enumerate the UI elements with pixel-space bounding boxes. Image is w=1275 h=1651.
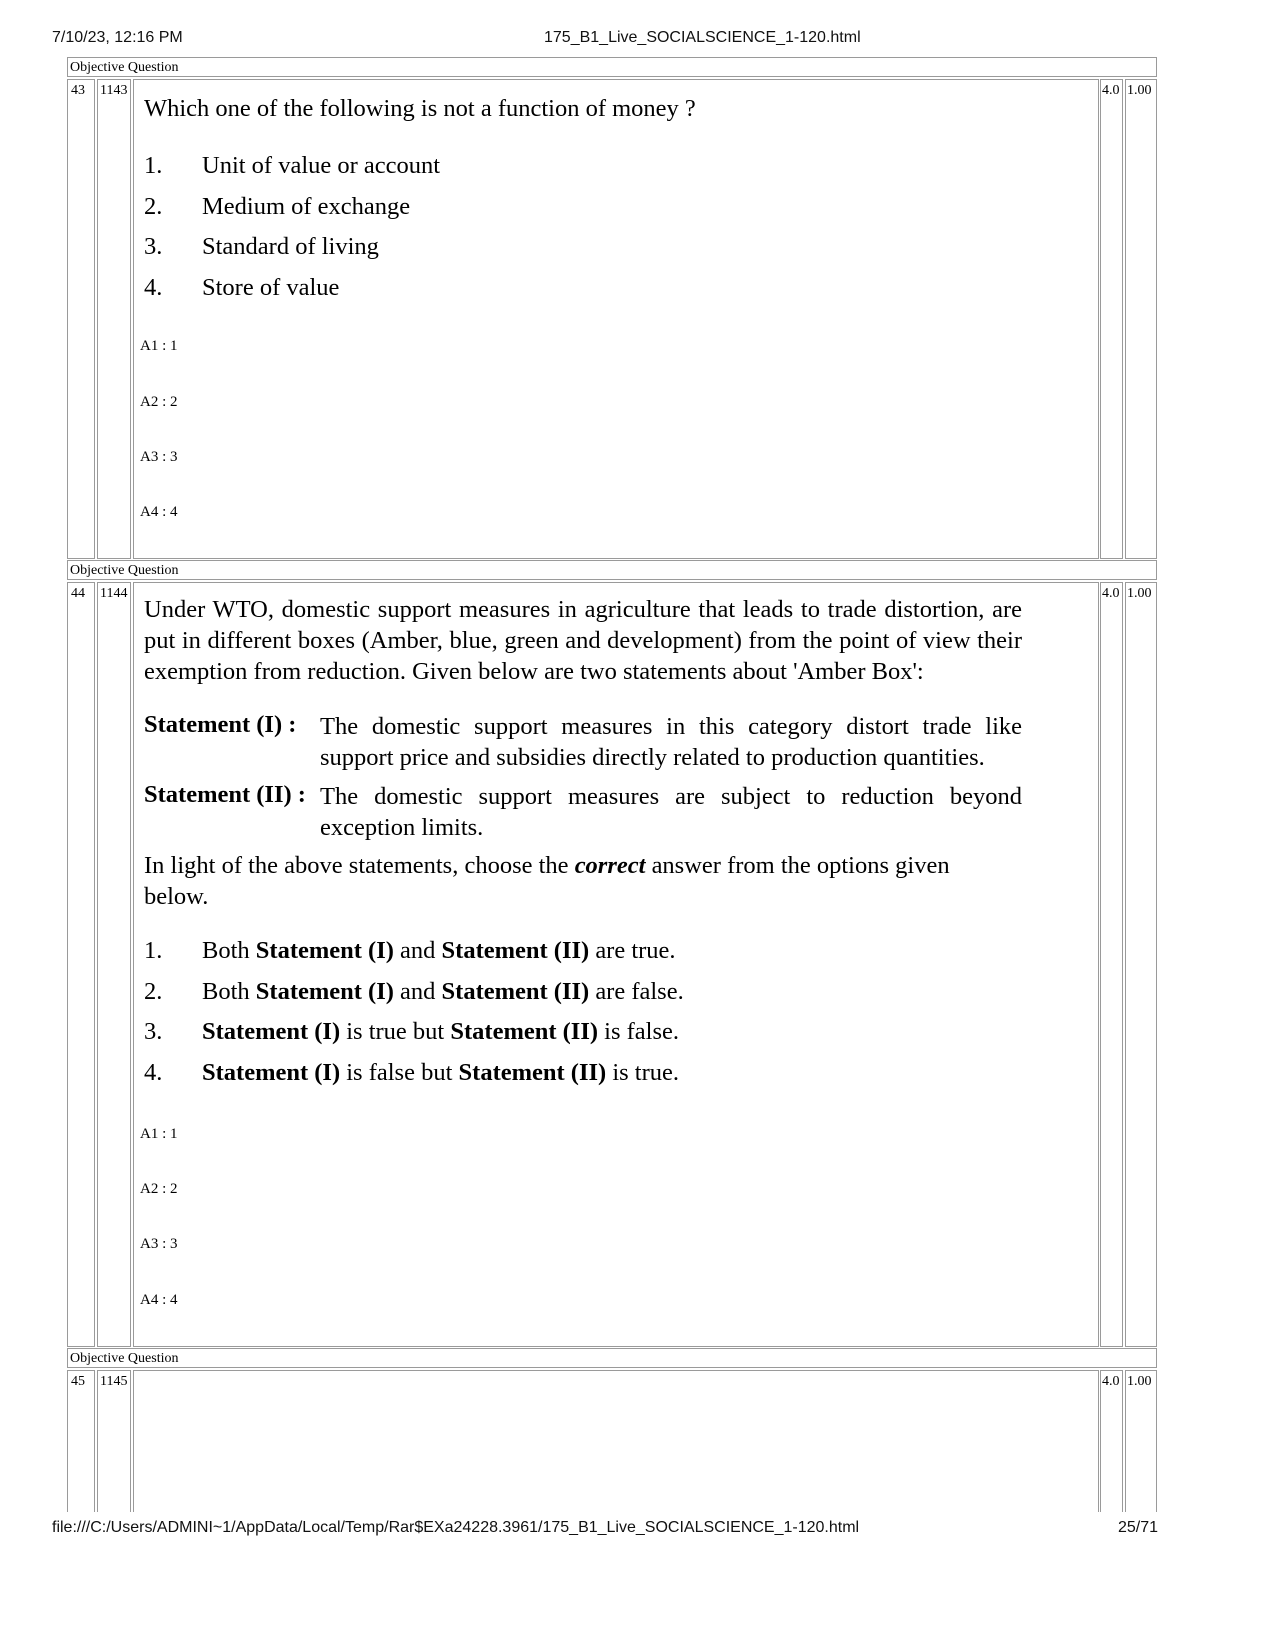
- question-number-cell: [67, 582, 95, 1347]
- answer-key: A2 : 2: [140, 394, 178, 410]
- negative-marks-value: 1.00: [1127, 586, 1152, 601]
- marks-value: 4.0: [1102, 83, 1120, 98]
- answer-key: A1 : 1: [140, 338, 178, 354]
- print-datetime: 7/10/23, 12:16 PM: [52, 29, 183, 46]
- answer-key: A4 : 4: [140, 1292, 178, 1308]
- answer-key: A3 : 3: [140, 449, 178, 465]
- instruction-text: In light of the above statements, choose the correct answer from the options given below.: [144, 852, 950, 910]
- option-text: Unit of value or account: [202, 152, 441, 179]
- question-id-cell: [97, 1370, 131, 1530]
- section-label: Objective Question: [70, 563, 179, 578]
- statement-2-label: Statement (II) :: [144, 781, 306, 808]
- option-text: Statement (I) is true but Statement (II) is false.: [202, 1018, 679, 1045]
- question-text: Under WTO, domestic support measures in agriculture that leads to trade distortion, are put in different boxes (Amber, blue, green and development) from the point of view their exemption from reduction. Given below are two statements about 'Amber Box':: [144, 596, 1022, 685]
- option-number: 1.: [144, 937, 163, 964]
- statement-2-text: The domestic support measures are subject to reduction beyond exception limits.: [320, 783, 1022, 841]
- marks-cell: [1100, 1370, 1123, 1530]
- question-id-cell: [97, 79, 131, 559]
- question-number-cell: [67, 1370, 95, 1530]
- option-number: 3.: [144, 233, 163, 260]
- question-number: 45: [71, 1374, 85, 1389]
- question-id: 1145: [100, 1374, 128, 1389]
- question-body-cell: [133, 1370, 1099, 1530]
- negative-marks-cell: [1125, 79, 1157, 559]
- answer-key: A1 : 1: [140, 1126, 178, 1142]
- option-text: Medium of exchange: [202, 193, 411, 220]
- section-header-row: [67, 57, 1157, 77]
- question-id: 1144: [100, 586, 128, 601]
- file-path: file:///C:/Users/ADMINI~1/AppData/Local/Temp/Rar$EXa24228.3961/175_B1_Live_SOCIALSCIENCE_1-120.html: [52, 1519, 860, 1536]
- section-label: Objective Question: [70, 1351, 179, 1366]
- negative-marks-value: 1.00: [1127, 1374, 1152, 1389]
- option-number: 3.: [144, 1018, 163, 1045]
- marks-cell: [1100, 582, 1123, 1347]
- statement-1-text: The domestic support measures in this category distort trade like support price and subsidies directly related to production quantities.: [320, 713, 1022, 771]
- question-id: 1143: [100, 83, 128, 98]
- negative-marks-value: 1.00: [1127, 83, 1152, 98]
- option-number: 4.: [144, 274, 163, 301]
- answer-key: A3 : 3: [140, 1236, 178, 1252]
- question-body-cell: [133, 79, 1099, 559]
- document-title: 175_B1_Live_SOCIALSCIENCE_1-120.html: [544, 29, 861, 46]
- option-number: 1.: [144, 152, 163, 179]
- question-text: Which one of the following is not a function of money ?: [144, 95, 696, 122]
- option-number: 4.: [144, 1059, 163, 1086]
- negative-marks-cell: [1125, 1370, 1157, 1530]
- marks-cell: [1100, 79, 1123, 559]
- answer-key: A2 : 2: [140, 1181, 178, 1197]
- option-text: Standard of living: [202, 233, 379, 260]
- statement-1-label: Statement (I) :: [144, 711, 297, 738]
- page-number: 25/71: [1118, 1519, 1159, 1536]
- option-number: 2.: [144, 193, 163, 220]
- question-id-cell: [97, 582, 131, 1347]
- section-header-row: [67, 560, 1157, 580]
- question-number-cell: [67, 79, 95, 559]
- section-label: Objective Question: [70, 60, 179, 75]
- negative-marks-cell: [1125, 582, 1157, 1347]
- option-text: Both Statement (I) and Statement (II) are false.: [202, 978, 684, 1005]
- question-number: 44: [71, 586, 85, 601]
- answer-key: A4 : 4: [140, 504, 178, 520]
- marks-value: 4.0: [1102, 586, 1120, 601]
- option-text: Statement (I) is false but Statement (II) is true.: [202, 1059, 679, 1086]
- option-text: Store of value: [202, 274, 340, 301]
- option-text: Both Statement (I) and Statement (II) are true.: [202, 937, 676, 964]
- option-number: 2.: [144, 978, 163, 1005]
- question-number: 43: [71, 83, 85, 98]
- marks-value: 4.0: [1102, 1374, 1120, 1389]
- section-header-row: [67, 1348, 1157, 1368]
